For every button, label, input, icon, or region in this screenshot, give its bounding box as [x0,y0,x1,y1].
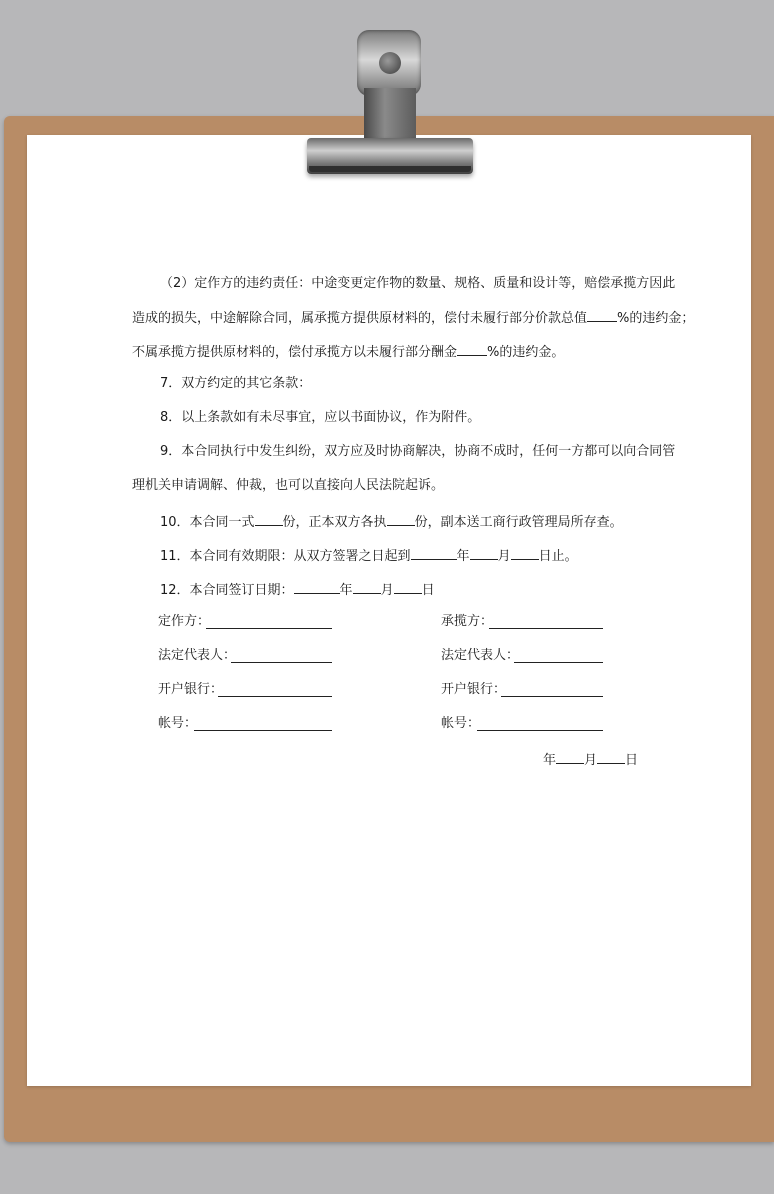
blank-valid-year[interactable] [411,546,457,560]
sig-right-account-field[interactable] [477,730,603,731]
blank-copies-total[interactable] [255,512,283,526]
clip-base-edge [309,166,471,172]
closing-date-year: 年 [543,753,557,768]
blank-copies-each[interactable] [387,512,415,526]
item-10 [160,512,623,531]
sig-left-party-label: 定作方： [158,614,211,629]
para-2-line-1 [160,276,675,292]
sig-left-rep-label: 法定代表人： [158,648,237,663]
blank-sign-year[interactable] [294,580,340,594]
closing-date-day: 日 [625,753,639,768]
blank-sign-day[interactable] [394,580,422,594]
item-9-line-2-text: 理机关申请调解、仲裁，也可以直接向人民法院起诉。 [132,478,445,493]
sig-left-rep-field[interactable] [231,662,332,663]
item-11 [160,546,578,565]
para-2-line-2-text: 造成的损失，中途解除合同，属承揽方提供原材料的，偿付未履行部分价款总值 [132,311,588,326]
item-9-line-1-text: 9．本合同执行中发生纠纷，双方应及时协商解决，协商不成时，任何一方都可以向合同管 [160,444,676,459]
para-2-line-2-tail: %的违约金； [617,311,695,326]
blank-closing-day[interactable] [597,750,625,764]
sig-left-bank-field[interactable] [218,696,332,697]
para-2-line-2 [132,308,694,327]
item-11-text-a: 11．本合同有效期限：从双方签署之日起到 [160,549,411,564]
item-11-year: 年 [456,549,470,564]
item-8-text: 8．以上条款如有未尽事宜，应以书面协议，作为附件。 [160,410,481,425]
sig-right-bank-label: 开户银行： [441,682,507,697]
blank-valid-day[interactable] [511,546,539,560]
para-2-line-3-tail: %的违约金。 [487,345,565,360]
sig-right-rep-label: 法定代表人： [441,648,520,663]
closing-date [543,750,638,769]
sig-right-party-label: 承揽方： [441,614,494,629]
sig-left-bank-label: 开户银行： [158,682,224,697]
para-2-line-1-text: （2）定作方的违约责任：中途变更定作物的数量、规格、质量和设计等，赔偿承揽方因此 [160,276,676,291]
item-10-text-a: 10．本合同一式 [160,515,255,530]
blank-sign-month[interactable] [353,580,381,594]
item-9-line-2 [132,478,444,494]
sig-left-account-field[interactable] [194,730,332,731]
item-12-text-a: 12．本合同签订日期： [160,583,294,598]
sig-right-party-field[interactable] [489,628,603,629]
item-7 [160,376,311,392]
clip-neck [364,88,416,142]
item-7-text: 7．双方约定的其它条款： [160,376,312,391]
item-10-text-b: 份，正本双方各执 [282,515,387,530]
item-8 [160,410,480,426]
item-10-text-c: 份，副本送工商行政管理局所存查。 [414,515,623,530]
item-12-month: 月 [380,583,394,598]
sig-right-rep-field[interactable] [514,662,603,663]
item-12 [160,580,435,599]
sig-right-bank-field[interactable] [501,696,603,697]
item-11-day: 日止。 [538,549,578,564]
item-12-year: 年 [339,583,353,598]
para-2-line-3-text: 不属承揽方提供原材料的，偿付承揽方以未履行部分酬金 [132,345,458,360]
item-12-day: 日 [421,583,435,598]
clip-hole [379,52,401,74]
blank-closing-month[interactable] [556,750,584,764]
sig-right-account-label: 帐号： [441,716,481,731]
sig-left-party-field[interactable] [206,628,332,629]
item-9-line-1 [160,444,675,460]
item-11-month: 月 [497,549,511,564]
blank-penalty-percent-1[interactable] [587,308,617,322]
sig-left-account-label: 帐号： [158,716,198,731]
blank-valid-month[interactable] [470,546,498,560]
blank-penalty-percent-2[interactable] [457,342,487,356]
para-2-line-3 [132,342,564,361]
closing-date-month: 月 [584,753,598,768]
